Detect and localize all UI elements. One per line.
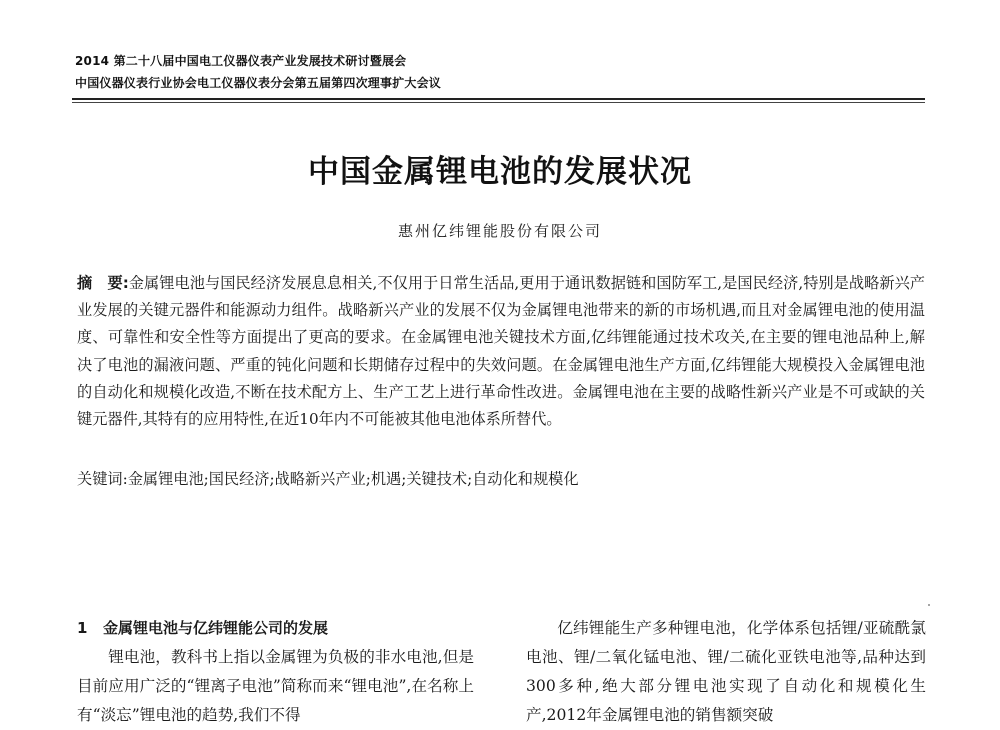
keywords	[77, 466, 925, 493]
right-column	[526, 614, 926, 730]
header-rule	[72, 98, 925, 100]
running-header	[75, 50, 441, 94]
section-title: 金属锂电池与亿纬锂能公司的发展	[103, 619, 329, 637]
section-heading	[77, 614, 474, 643]
keywords-text: 金属锂电池;国民经济;战略新兴产业;机遇;关键技术;自动化和规模化	[127, 470, 579, 488]
header-rule-thin	[72, 102, 925, 103]
author-affiliation: 惠州亿纬锂能股份有限公司	[397, 222, 602, 240]
header-line-conference: 2014 第二十八届中国电工仪器仪表产业发展技术研讨暨展会	[75, 54, 407, 68]
abstract	[77, 270, 925, 433]
abstract-text: 金属锂电池与国民经济发展息息相关,不仅用于日常生活品,更用于通讯数据链和国防军工,是国民经济,特别是战略新兴产业发展的关键元器件和能源动力组件。战略新兴产业的发展不仅为金属锂电池带来的新的市场机遇,而且对金属锂电池的使用温度、可靠性和安全性等方面提出了更高的要求。在金属锂电池关键技术方面,亿纬锂能通过技术攻关,在主要的锂电池品种上,解决了电池的漏液问题、严重的钝化问题和长期储存过程中的失效问题。在金属锂电池生产方面,亿纬锂能大规模投入金属锂电池的自动化和规模化改造,不断在技术配方上、生产工艺上进行革命性改进。金属锂电池在主要的战略性新兴产业是不可或缺的关键元器件,其特有的应用特性,在近10年内不可能被其他电池体系所替代。	[77, 274, 925, 429]
left-column	[77, 614, 474, 730]
left-paragraph: 锂电池，教科书上指以金属锂为负极的非水电池,但是目前应用广泛的“锂离子电池”简称而来“锂电池”,在名称上有“淡忘”锂电池的趋势,我们不得	[77, 648, 474, 724]
abstract-label: 摘 要:	[77, 274, 129, 292]
paper-title: 中国金属锂电池的发展状况	[308, 154, 692, 190]
right-paragraph: 亿纬锂能生产多种锂电池，化学体系包括锂/亚硫酰氯电池、锂/二氧化锰电池、锂/二硫化亚铁电池等,品种达到300多种,绝大部分锂电池实现了自动化和规模化生产,2012年金属锂电池的销售额突破	[526, 619, 926, 724]
keywords-label: 关键词:	[77, 470, 128, 488]
header-line-meeting: 中国仪器仪表行业协会电工仪器仪表分会第五届第四次理事扩大会议	[75, 76, 442, 90]
scan-artifact	[928, 604, 930, 606]
section-number: 1	[77, 619, 88, 637]
